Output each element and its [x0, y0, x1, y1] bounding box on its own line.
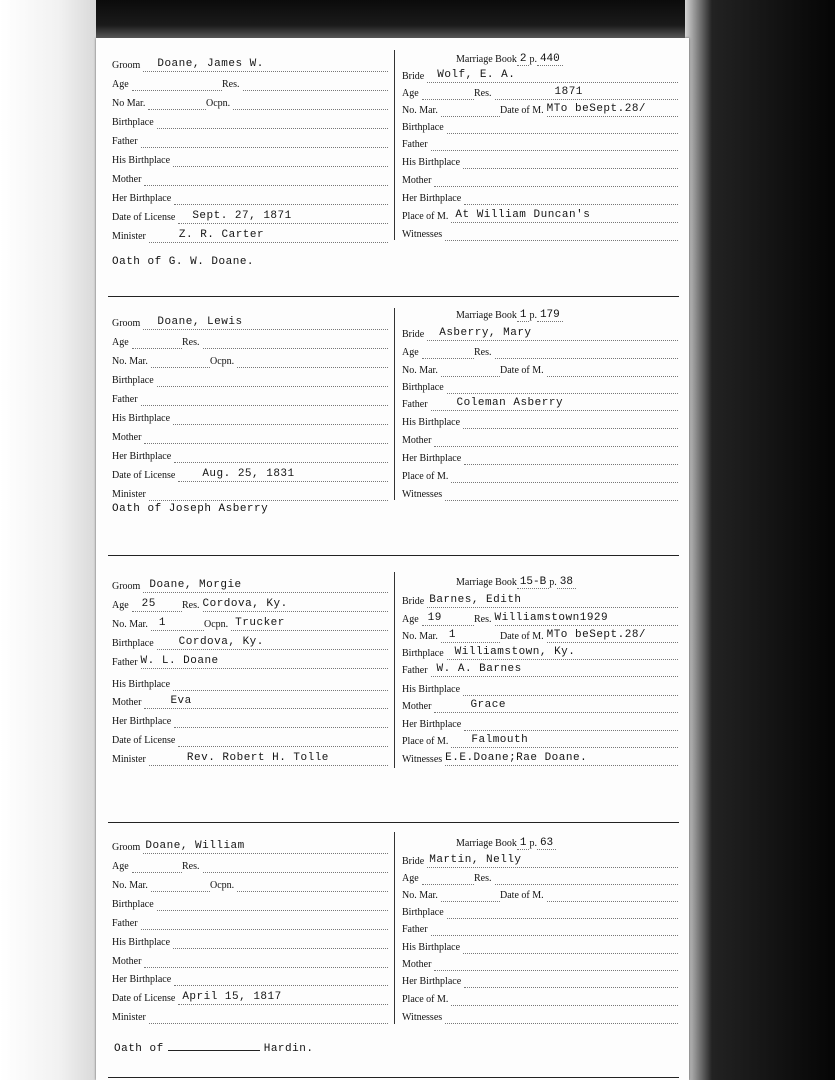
date-of-m-field: Date of M. MTo beSept.28/ — [500, 101, 678, 117]
no-mar-field: No. Mar. — [112, 352, 210, 368]
no-mar-field: No. Mar. — [402, 361, 500, 377]
record-separator — [108, 296, 679, 297]
res-field: Res. — [222, 75, 388, 91]
his-birthplace-field: His Birthplace — [402, 153, 678, 169]
bride-name-field: Bride Asberry, Mary — [402, 325, 678, 341]
marriage-book-ref: Marriage Book 15-B p. 38 — [456, 573, 576, 589]
groom-name-field: Groom Doane, James W. — [112, 56, 388, 72]
mother-field: Mother — [402, 955, 678, 971]
witnesses-field: Witnesses E.E.Doane;Rae Doane. — [402, 750, 678, 766]
his-birthplace-field: His Birthplace — [402, 680, 678, 696]
birthplace-field: Birthplace Cordova, Ky. — [112, 634, 388, 650]
his-birthplace-field: His Birthplace — [402, 938, 678, 954]
groom-name: Doane, Lewis — [157, 316, 243, 328]
bride-name-field: Bride Barnes, Edith — [402, 592, 678, 608]
marriage-book-ref: Marriage Book 1 p. 179 — [456, 306, 563, 322]
record-separator — [108, 555, 679, 556]
oath-note: Oath of G. W. Doane. — [112, 256, 255, 268]
scan-left-margin — [0, 0, 96, 1080]
bride-name-field: Bride Wolf, E. A. — [402, 67, 678, 83]
her-birthplace-field: Her Birthplace — [112, 712, 388, 728]
father-field: Father — [402, 135, 678, 151]
groom-name: Doane, William — [145, 840, 245, 852]
mother-field: Mother — [112, 170, 388, 186]
no-mar-field: No Mar. — [112, 94, 206, 110]
no-mar-field: No. Mar. — [112, 876, 210, 892]
father-field: Father W. A. Barnes — [402, 661, 678, 677]
witnesses-field: Witnesses — [402, 1008, 678, 1024]
oath-blank-line — [168, 1040, 260, 1051]
column-divider — [394, 572, 395, 768]
no-mar-field: No. Mar. — [402, 101, 500, 117]
her-birthplace-field: Her Birthplace — [112, 447, 388, 463]
age-field: Age 19 — [402, 610, 474, 626]
mother-field: Mother — [112, 952, 388, 968]
minister-field: Minister — [112, 1008, 388, 1024]
res-field: Res. 1871 — [474, 84, 678, 100]
mother-field: Mother Eva — [112, 693, 388, 709]
scan-right-border — [685, 0, 835, 1080]
ocpn-field: Ocpn. Trucker — [204, 615, 388, 631]
mother-field: Mother — [402, 431, 678, 447]
res-field: Res. — [182, 857, 388, 873]
minister-field: Minister Z. R. Carter — [112, 227, 388, 243]
birthplace-field: Birthplace — [402, 118, 678, 134]
his-birthplace-field: His Birthplace — [402, 413, 678, 429]
birthplace-field: Birthplace — [112, 113, 388, 129]
oath-note — [114, 1040, 313, 1055]
place-of-m-field: Place of M. At William Duncan's — [402, 207, 678, 223]
place-of-m-field: Place of M. — [402, 467, 678, 483]
birthplace-field: Birthplace — [402, 378, 678, 394]
res-field: Res. — [182, 333, 388, 349]
groom-name: Doane, Morgie — [149, 579, 242, 591]
no-mar-field: No. Mar. 1 — [112, 615, 204, 631]
column-divider — [394, 308, 395, 500]
ocpn-field: Ocpn. — [210, 352, 388, 368]
bride-name-field: Bride Martin, Nelly — [402, 852, 678, 868]
date-of-m-field: Date of M. MTo beSept.28/ — [500, 627, 678, 643]
her-birthplace-field: Her Birthplace — [402, 715, 678, 731]
oath-suffix: Hardin. — [263, 1043, 314, 1055]
marriage-book-ref: Marriage Book 2 p. 440 — [456, 50, 563, 66]
res-field: Res. Williamstown1929 — [474, 610, 678, 626]
age-field: Age — [112, 333, 182, 349]
mother-field: Mother — [112, 428, 388, 444]
age-field: Age — [402, 84, 474, 100]
marriage-book-ref: Marriage Book 1 p. 63 — [456, 834, 556, 850]
age-field: Age — [112, 857, 182, 873]
date-of-license-field: Date of License — [112, 731, 388, 747]
date-of-m-field: Date of M. — [500, 886, 678, 902]
father-field: Father W. L. Doane — [112, 653, 388, 669]
father-field: Father — [402, 920, 678, 936]
birthplace-field: Birthplace — [112, 371, 388, 387]
mother-field: Mother Grace — [402, 697, 678, 713]
age-field: Age — [112, 75, 222, 91]
her-birthplace-field: Her Birthplace — [402, 972, 678, 988]
res-field: Res. — [474, 343, 678, 359]
mother-field: Mother — [402, 171, 678, 187]
date-of-license-field: Date of License April 15, 1817 — [112, 989, 388, 1005]
no-mar-field: No. Mar. 1 — [402, 627, 500, 643]
groom-name-field: Groom Doane, Morgie — [112, 577, 388, 593]
bride-name: Martin, Nelly — [429, 854, 522, 866]
birthplace-field: Birthplace — [402, 903, 678, 919]
father-field: Father — [112, 132, 388, 148]
column-divider — [394, 50, 395, 240]
record-separator — [108, 1077, 679, 1078]
witnesses-field: Witnesses — [402, 485, 678, 501]
her-birthplace-field: Her Birthplace — [112, 970, 388, 986]
date-of-license-field: Date of License Aug. 25, 1831 — [112, 466, 388, 482]
age-field: Age — [402, 869, 474, 885]
witnesses-field: Witnesses — [402, 225, 678, 241]
her-birthplace-field: Her Birthplace — [112, 189, 388, 205]
father-field: Father Coleman Asberry — [402, 395, 678, 411]
his-birthplace-field: His Birthplace — [112, 151, 388, 167]
column-divider — [394, 832, 395, 1024]
date-of-m-field: Date of M. — [500, 361, 678, 377]
groom-name-field: Groom Doane, William — [112, 838, 388, 854]
res-field: Res. Cordova, Ky. — [182, 596, 388, 612]
his-birthplace-field: His Birthplace — [112, 933, 388, 949]
birthplace-field: Birthplace — [112, 895, 388, 911]
his-birthplace-field: His Birthplace — [112, 409, 388, 425]
oath-prefix: Oath of — [114, 1043, 164, 1055]
groom-name: Doane, James W. — [157, 58, 264, 70]
father-field: Father — [112, 914, 388, 930]
record-separator — [108, 822, 679, 823]
res-field: Res. — [474, 869, 678, 885]
minister-field: Minister — [112, 485, 388, 501]
place-of-m-field: Place of M. — [402, 990, 678, 1006]
her-birthplace-field: Her Birthplace — [402, 449, 678, 465]
date-of-license-field: Date of License Sept. 27, 1871 — [112, 208, 388, 224]
oath-note: Oath of Joseph Asberry — [112, 503, 269, 515]
bride-name: Wolf, E. A. — [437, 69, 516, 81]
his-birthplace-field: His Birthplace — [112, 675, 388, 691]
ocpn-field: Ocpn. — [210, 876, 388, 892]
age-field: Age — [402, 343, 474, 359]
birthplace-field: Birthplace Williamstown, Ky. — [402, 644, 678, 660]
father-field: Father — [112, 390, 388, 406]
ocpn-field: Ocpn. — [206, 94, 388, 110]
her-birthplace-field: Her Birthplace — [402, 189, 678, 205]
place-of-m-field: Place of M. Falmouth — [402, 732, 678, 748]
age-field: Age 25 — [112, 596, 182, 612]
groom-name-field: Groom Doane, Lewis — [112, 314, 388, 330]
bride-name: Asberry, Mary — [439, 327, 532, 339]
no-mar-field: No. Mar. — [402, 886, 500, 902]
bride-name: Barnes, Edith — [429, 594, 522, 606]
minister-field: Minister Rev. Robert H. Tolle — [112, 750, 388, 766]
